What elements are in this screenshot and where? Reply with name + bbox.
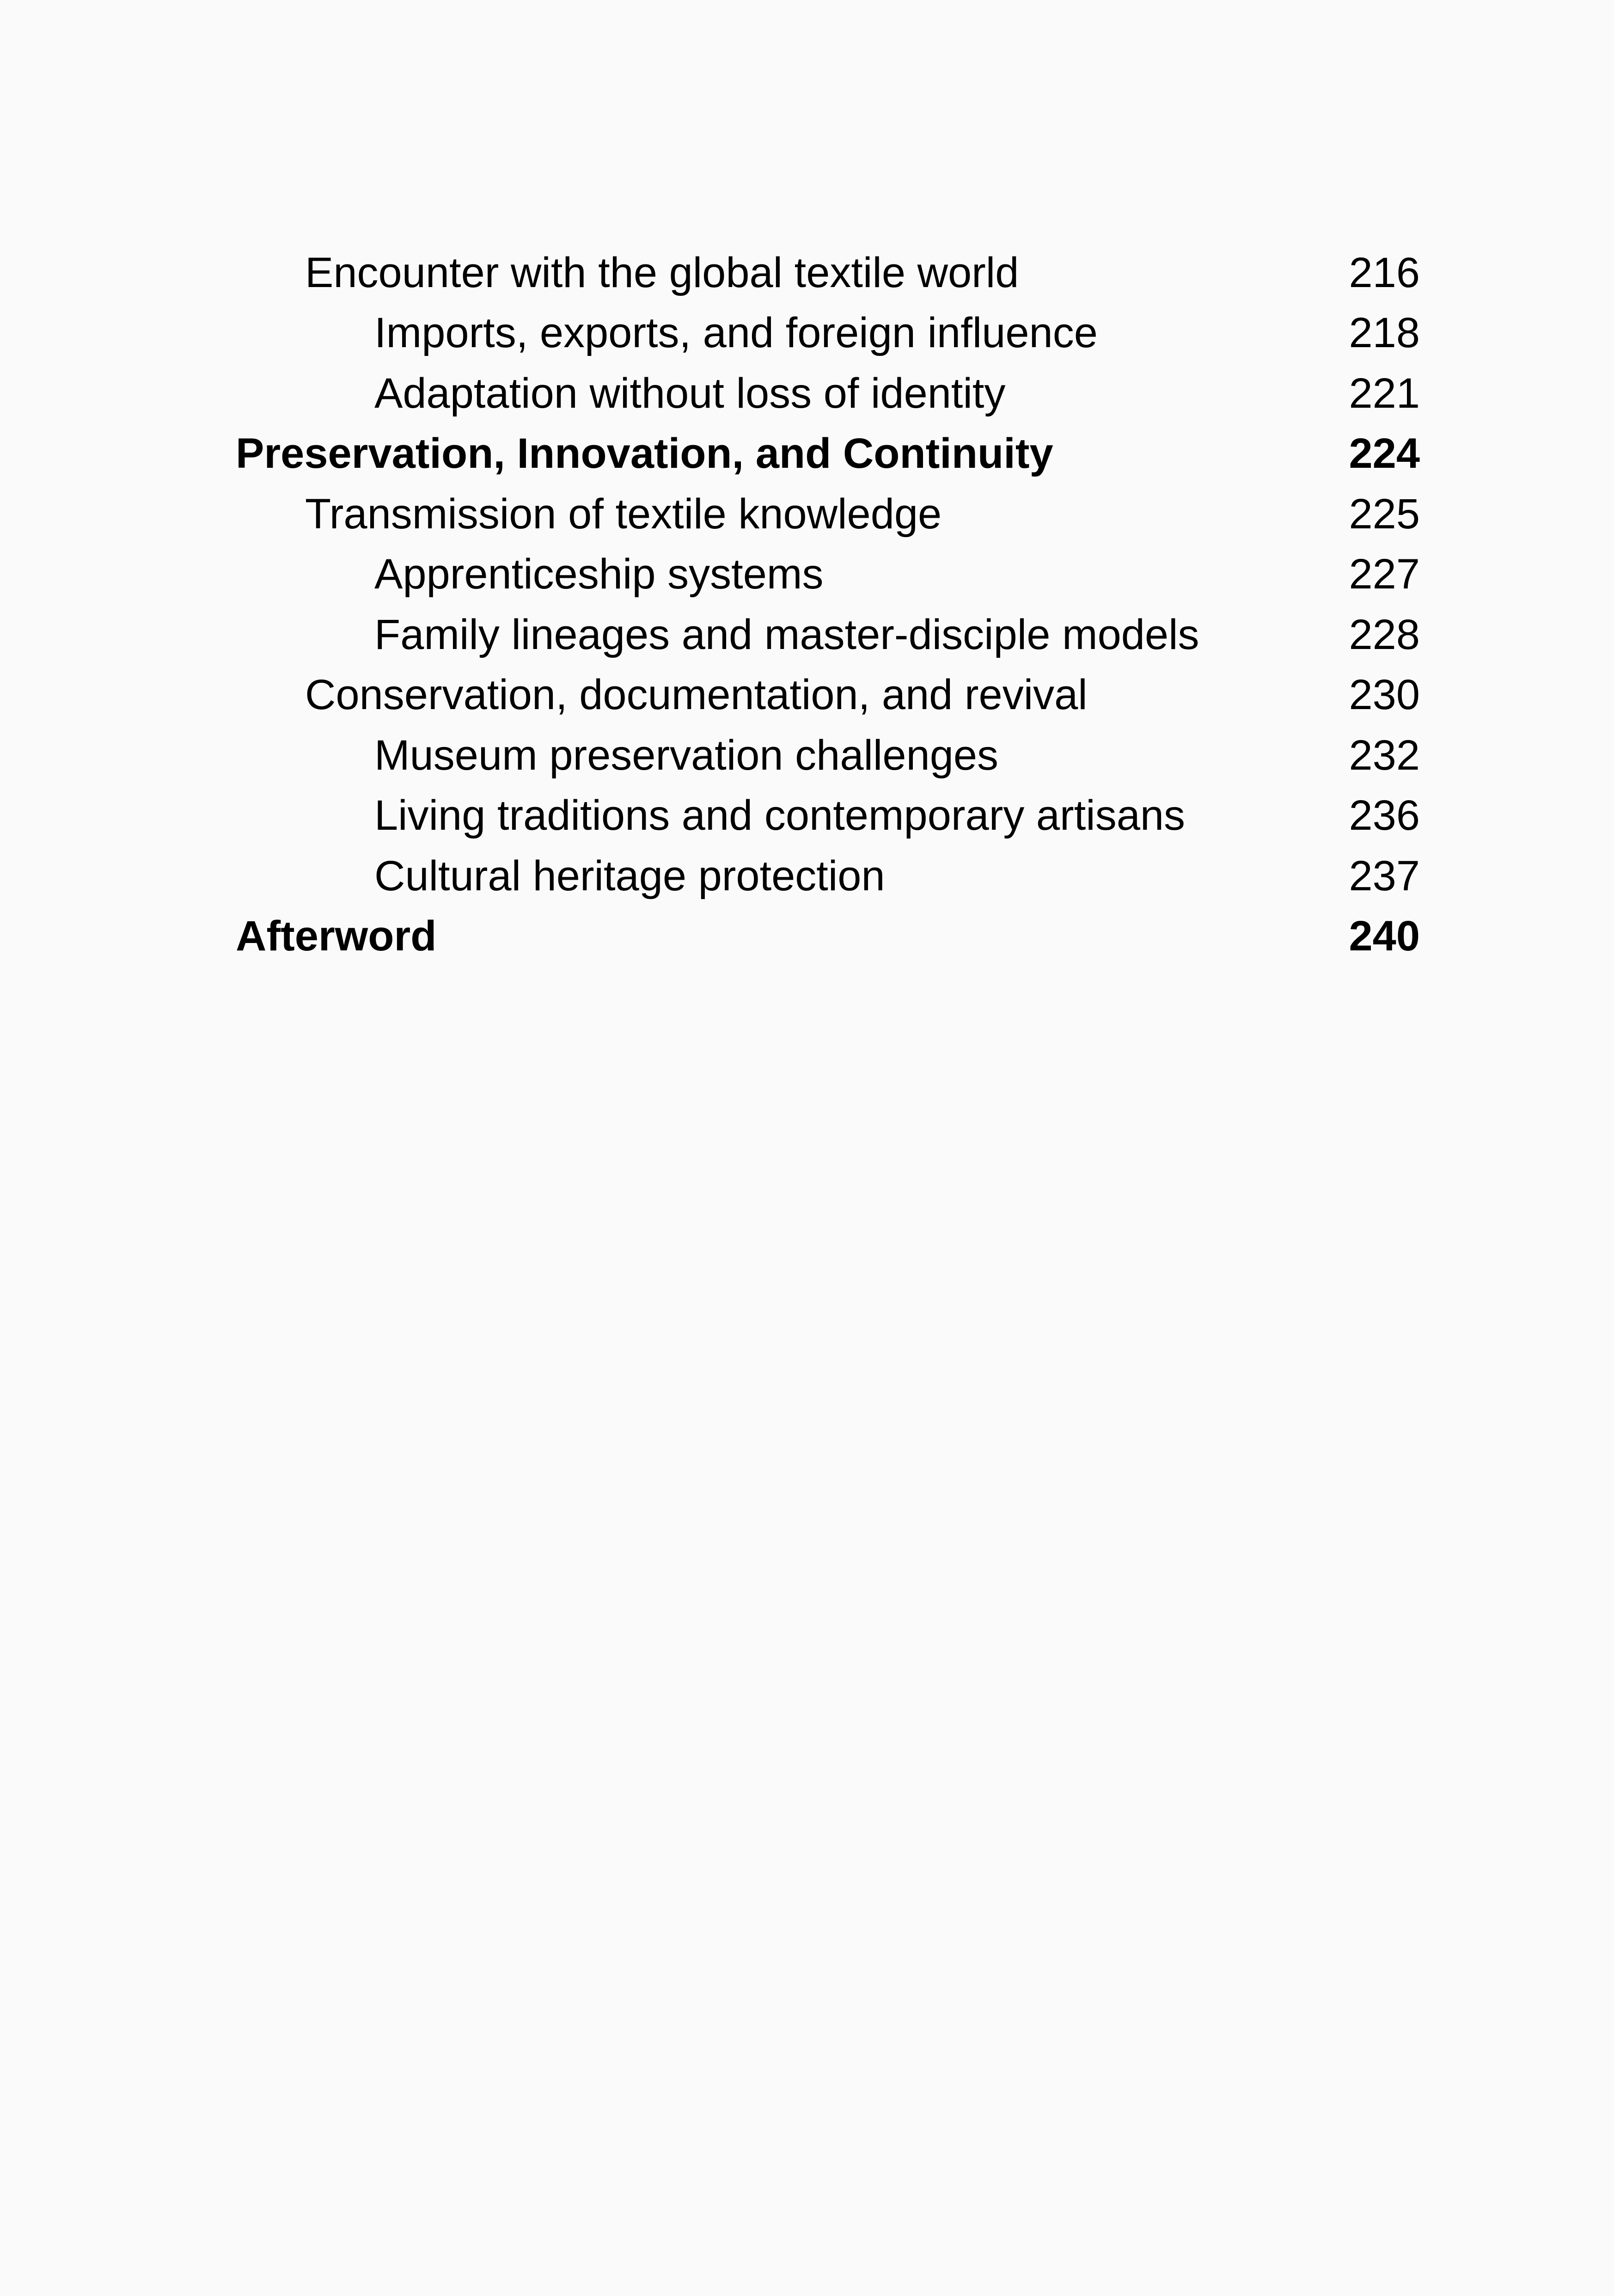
toc-entry[interactable] bbox=[0, 665, 1614, 725]
toc-entry-page-number: 227 bbox=[1349, 551, 1420, 598]
toc-entry-page-number: 216 bbox=[1349, 249, 1420, 296]
toc-entry-title: Living traditions and contemporary artisans bbox=[374, 792, 1186, 839]
toc-entry-title: Imports, exports, and foreign influence bbox=[374, 309, 1098, 356]
toc-entry[interactable] bbox=[0, 484, 1614, 544]
toc-entry-title: Family lineages and master-disciple models bbox=[374, 611, 1199, 658]
toc-entry-title: Conservation, documentation, and revival bbox=[305, 671, 1088, 718]
toc-chapter-entry[interactable] bbox=[0, 906, 1614, 966]
toc-chapter-entry[interactable] bbox=[0, 423, 1614, 484]
toc-entry-title: Adaptation without loss of identity bbox=[374, 370, 1006, 417]
toc-entry-page-number: 224 bbox=[1349, 430, 1420, 477]
toc-entry-page-number: 236 bbox=[1349, 792, 1420, 839]
toc-entry[interactable] bbox=[0, 785, 1614, 845]
toc-entry[interactable] bbox=[0, 544, 1614, 604]
toc-entry-title: Museum preservation challenges bbox=[374, 732, 999, 779]
toc-entry-page-number: 225 bbox=[1349, 490, 1420, 538]
toc-entry-title: Apprenticeship systems bbox=[374, 551, 824, 598]
toc-entry-page-number: 232 bbox=[1349, 732, 1420, 779]
toc-entry-page-number: 230 bbox=[1349, 671, 1420, 718]
toc-entry[interactable] bbox=[0, 605, 1614, 665]
toc-entry[interactable] bbox=[0, 303, 1614, 363]
toc-entry-page-number: 221 bbox=[1349, 370, 1420, 417]
toc-entry-page-number: 240 bbox=[1349, 912, 1420, 960]
toc-entry[interactable] bbox=[0, 243, 1614, 303]
toc-entry[interactable] bbox=[0, 725, 1614, 785]
toc-chapter-title: Preservation, Innovation, and Continuity bbox=[236, 430, 1053, 477]
toc-entry[interactable] bbox=[0, 846, 1614, 906]
toc-entry-title: Transmission of textile knowledge bbox=[305, 490, 942, 538]
toc-entry-title: Encounter with the global textile world bbox=[305, 249, 1019, 296]
toc-chapter-title: Afterword bbox=[236, 912, 437, 960]
toc-entry-page-number: 218 bbox=[1349, 309, 1420, 356]
toc-entry-page-number: 237 bbox=[1349, 852, 1420, 900]
toc-entry-page-number: 228 bbox=[1349, 611, 1420, 658]
toc-entry-title: Cultural heritage protection bbox=[374, 852, 885, 900]
toc-entry[interactable] bbox=[0, 363, 1614, 423]
